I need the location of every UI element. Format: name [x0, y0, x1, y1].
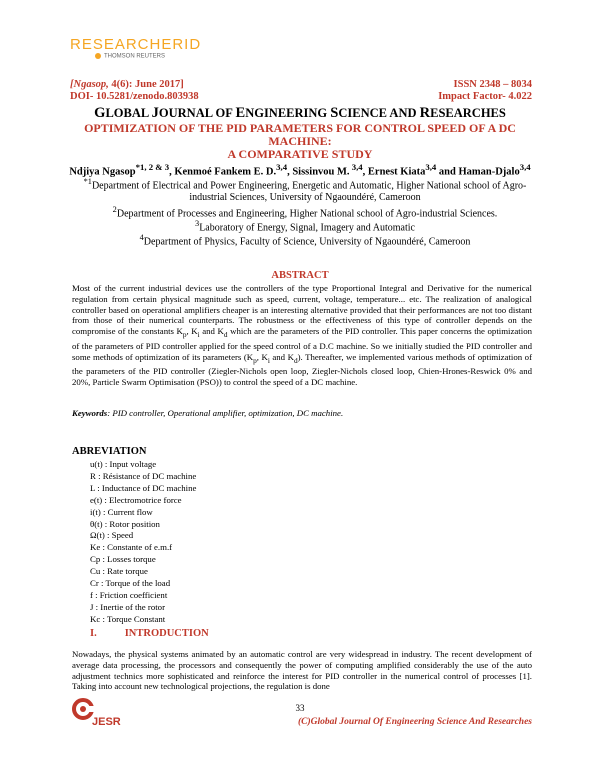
- list-item: e(t) : Electromotrice force: [90, 494, 182, 505]
- abreviation-heading: ABREVIATION: [72, 446, 147, 457]
- thomson-reuters-label: THOMSON REUTERS: [95, 53, 165, 60]
- list-item: J : Inertie of the rotor: [90, 601, 165, 612]
- page-number: 33: [295, 703, 305, 713]
- list-item: f : Friction coefficient: [90, 589, 168, 600]
- abstract-heading: ABSTRACT: [271, 270, 329, 281]
- list-item: Cr : Torque of the load: [90, 578, 171, 589]
- affiliation-4: $^4$Department of Physics, Faculty of Science, University of Ngaoundéré, Cameroon: [139, 233, 471, 248]
- doi: DOI- 10.5281/zenodo.803938: [70, 91, 199, 102]
- keywords: Keywords: PID controller, Operational amplifier, optimization, DC machine.: [72, 408, 344, 418]
- list-item: i(t) : Current flow: [90, 506, 153, 517]
- list-item: Ke : Constante of e.m.f: [90, 542, 173, 553]
- list-item: Ω(t) : Speed: [90, 530, 134, 541]
- jesr-logo-text: JESR: [92, 716, 121, 728]
- list-item: u(t) : Input voltage: [90, 459, 157, 469]
- list-item: θ(t) : Rotor position: [90, 518, 160, 529]
- issn: ISSN 2348 – 8034: [453, 79, 532, 90]
- list-item: Cp : Losses torque: [90, 554, 156, 565]
- impact-factor: Impact Factor- 4.022: [438, 91, 532, 102]
- footer-copyright: (C)Global Journal Of Engineering Science And Researches: [298, 717, 532, 727]
- abreviation-list: [90, 459, 196, 626]
- researcherid-logo: RESEARCHERID: [70, 36, 202, 53]
- journal-title: GLOBAL JOURNAL OF ENGINEERING SCIENCE AND RESEARCHES: [94, 105, 506, 121]
- abstract-text: Most of the current industrial devices use the controllers of the type Proportional Integral and Derivative for the numerical regulation from certain physical magnitude such as speed, current, voltage, temperature... etc. The realization of analogical controller based on operational amplifiers cheaper is an interesting alternative provided that their performances are not too distant from those of their numerical counterparts. The robustness or the effectiveness of this type of controller depends on the compromise of the constants $K_p$, $K_i$ and $K_d$ which are the parameters of the PID controller. This paper concerns the optimization of the parameters of PID controller applied for the speed control of a D.C machine. So we initially studied the PID controller and some methods of optimization of its parameters ($K_p$, $K_i$ and $K_d$). Thereafter, we implemented various methods of optimization of the parameters of the PID controller (Ziegler-Nichols open loop, Ziegler-Nichols closed loop, Chien-Hrones-Reswick 0% and 20%, Particle Swarm Optimisation (PSO)) to control the speed of a DC machine.: [72, 283, 532, 387]
- list-item: Kc : Torque Constant: [90, 613, 166, 624]
- introduction-heading: I. INTRODUCTION: [90, 628, 209, 639]
- affiliation-2: $^2$Department of Processes and Engineering, Higher National school of Agro-industrial Sciences.: [112, 205, 498, 220]
- list-item: Cu : Rate torque: [90, 566, 148, 577]
- journal-issue: [Ngasop, 4(6): June 2017]: [70, 79, 184, 90]
- introduction-text: Nowadays, the physical systems animated by an automatic control are very widespread in industry. The recent development of average data processing, the processors and consequently the power of computing amplified considerably the use of the auto adjustment technics more sophisticated and reinforce the interest for PID controller in the numerical control of processes [1]. Taking into account new technological projections, the regulation is done: [72, 649, 532, 692]
- list-item: L : Inductance of DC machine: [90, 482, 197, 493]
- list-item: R : Résistance of DC machine: [90, 470, 197, 481]
- authors: Ndjiya Ngasop$^{*1, 2 \& 3}$, Kenmoé Fankem E. D.$^{3,4}$, Sissinvou M. $^{3,4}$, Ernest Kiata$^{3,4}$ and Haman-Djalo$^{3,4}$: [69, 162, 531, 178]
- paper-title: OPTIMIZATION OF THE PID PARAMETERS FOR CONTROL SPEED OF A DC MACHINE: A COMPARATIVE STUDY: [84, 121, 516, 161]
- affiliation-1: $^{*1}$Department of Electrical and Power Engineering, Energetic and Automatic, Higher National school of Agro-industrial Sciences, University of Ngaoundéré, Cameroon: [83, 177, 527, 204]
- affiliation-3: $^3$Laboratory of Energy, Signal, Imagery and Automatic: [195, 219, 415, 234]
